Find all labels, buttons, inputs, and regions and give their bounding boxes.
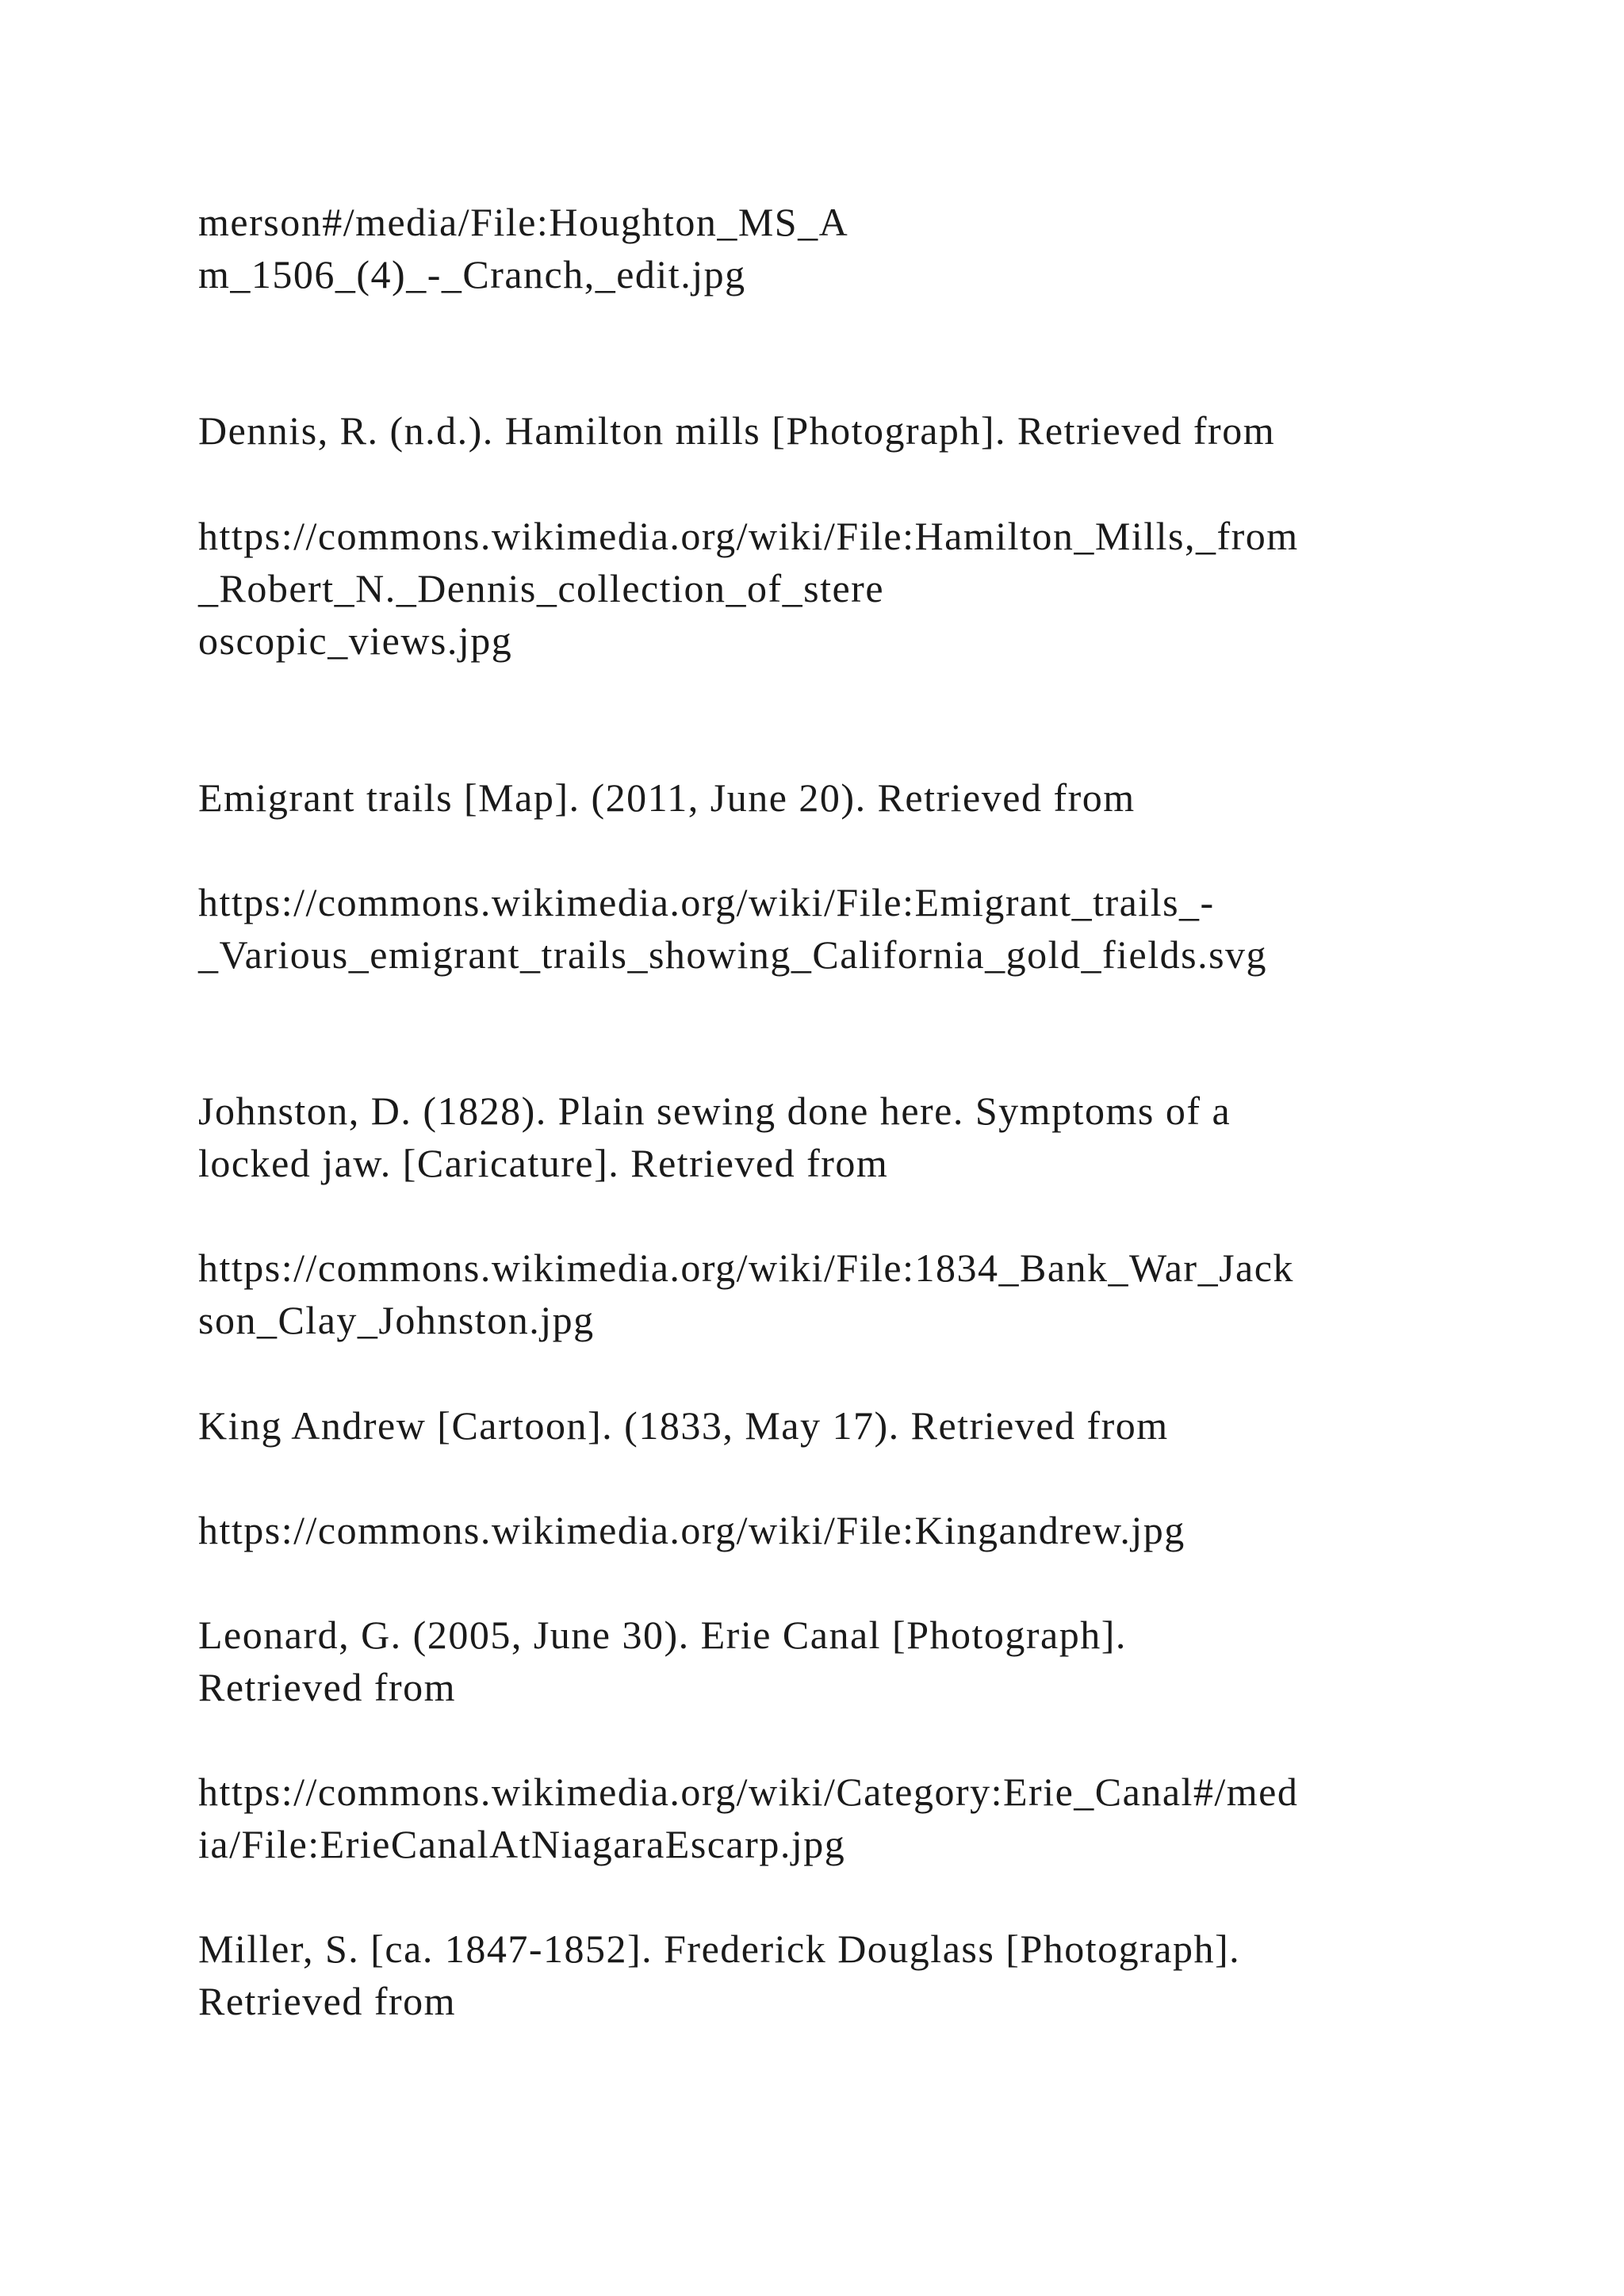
reference-line: https://commons.wikimedia.org/wiki/File:Kingandrew.jpg: [198, 1508, 1185, 1552]
reference-line: Leonard, G. (2005, June 30). Erie Canal [Photograph].: [198, 1613, 1127, 1657]
reference-line: https://commons.wikimedia.org/wiki/File:Hamilton_Mills,_from: [198, 514, 1299, 558]
reference-line: https://commons.wikimedia.org/wiki/File:1834_Bank_War_Jack: [198, 1246, 1294, 1290]
reference-line: King Andrew [Cartoon]. (1833, May 17). Retrieved from: [198, 1403, 1169, 1448]
reference-line: _Robert_N._Dennis_collection_of_stere: [198, 566, 885, 610]
reference-line: merson#/media/File:Houghton_MS_A: [198, 200, 849, 244]
reference-line: m_1506_(4)_-_Cranch,_edit.jpg: [198, 252, 746, 297]
reference-line: Retrieved from: [198, 1979, 457, 2023]
reference-line: son_Clay_Johnston.jpg: [198, 1298, 595, 1342]
reference-line: oscopic_views.jpg: [198, 618, 513, 663]
reference-line: Dennis, R. (n.d.). Hamilton mills [Photograph]. Retrieved from: [198, 408, 1276, 453]
reference-line: _Various_emigrant_trails_showing_California_gold_fields.svg: [198, 932, 1268, 977]
reference-line: Retrieved from: [198, 1665, 457, 1709]
reference-line: ia/File:ErieCanalAtNiagaraEscarp.jpg: [198, 1822, 846, 1866]
reference-line: Emigrant trails [Map]. (2011, June 20). Retrieved from: [198, 775, 1136, 820]
reference-line: https://commons.wikimedia.org/wiki/Category:Erie_Canal#/med: [198, 1770, 1299, 1814]
reference-line: Miller, S. [ca. 1847-1852]. Frederick Douglass [Photograph].: [198, 1927, 1241, 1971]
reference-line: Johnston, D. (1828). Plain sewing done here. Symptoms of a: [198, 1089, 1231, 1133]
reference-line: locked jaw. [Caricature]. Retrieved from: [198, 1141, 889, 1185]
reference-line: https://commons.wikimedia.org/wiki/File:Emigrant_trails_-: [198, 880, 1215, 924]
